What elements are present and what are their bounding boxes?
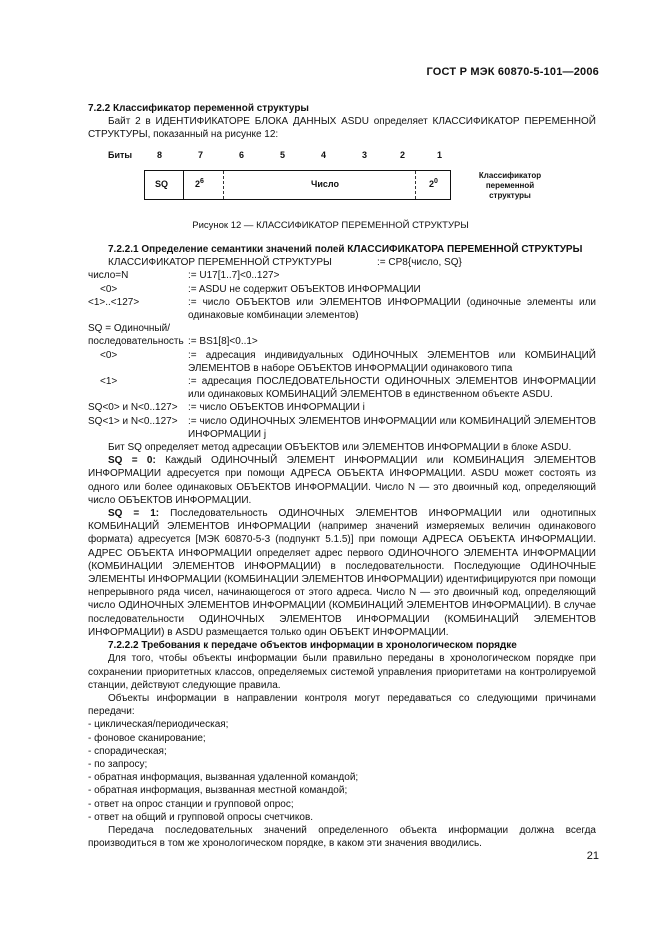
section-7-2-2-2-para1: Для того, чтобы объекты информации были правильно переданы в хронологическом порядке при сохранении приоритетных классов, определяемых системой управления приоритетами на контролируемой станции, действуют следующие правила. <box>88 653 596 691</box>
def-value: := адресация индивидуальных ОДИНОЧНЫХ ЭЛЕМЕНТОВ или КОМБИНАЦИЙ ЭЛЕМЕНТОВ в наборе ОБЪЕКТОВ ИНФОРМАЦИИ одинакового типа <box>188 349 596 374</box>
sq1-para: SQ = 1: Последовательность ОДИНОЧНЫХ ЭЛЕМЕНТОВ ИНФОРМАЦИИ или однотипных КОМБИНАЦИЙ ЭЛЕМЕНТОВ ИНФОРМАЦИИ (например значений измеряемых величин одинакового формата) адресуется [МЭК 60870-5-3 (подпункт 5.1.5)] при помощи АДРЕСА ОБЪЕКТА ИНФОРМАЦИИ. АДРЕС ОБЪЕКТА ИНФОРМАЦИИ определяет адрес первого ОДИНОЧНОГО ЭЛЕМЕНТА ИНФОРМАЦИИ (КОМБИНАЦИИ ЭЛЕМЕНТОВ ИНФОРМАЦИИ) в последовательности. Последующие ОДИНОЧНЫЕ ЭЛЕМЕНТЫ ИНФОРМАЦИИ (КОМБИНАЦИИ ЭЛЕМЕНТОВ ИНФОРМАЦИИ) идентифицируются при помощи непрерывного ряда чисел, начинающегося от этого адреса. Число N — это двоичный код, определяющий число ОДИНОЧНЫХ ЭЛЕМЕНТОВ ИНФОРМАЦИИ (КОМБИНАЦИЙ ЭЛЕМЕНТОВ ИНФОРМАЦИИ). В случае последовательности ОДИНОЧНЫХ ЭЛЕМЕНТОВ ИНФОРМАЦИИ (КОМБИНАЦИЙ ЭЛЕМЕНТОВ ИНФОРМАЦИИ) в ASDU размещается только один ОБЪЕКТ ИНФОРМАЦИИ. <box>88 508 596 638</box>
sq0-para: SQ = 0: Каждый ОДИНОЧНЫЙ ЭЛЕМЕНТ ИНФОРМАЦИИ или КОМБИНАЦИЯ ЭЛЕМЕНТОВ ИНФОРМАЦИИ адресуется при помощи АДРЕСА ОБЪЕКТА ИНФОРМАЦИИ. ASDU может состоять из одного или более одинаковых ОБЪЕКТОВ ИНФОРМАЦИИ. Число N — это двоичный код, определяющий число ОБЪЕКТОВ ИНФОРМАЦИИ. <box>88 455 596 506</box>
section-7-2-2-2-para3: Передача последовательных значений определенного объекта информации должна всегда производиться в том же хронологическом порядке, в каком эти значения вводились. <box>88 824 596 850</box>
sq-bit-para: Бит SQ определяет метод адресации ОБЪЕКТОВ или ЭЛЕМЕНТОВ ИНФОРМАЦИИ в блоке ASDU. <box>108 442 572 454</box>
section-7-2-2-2-heading: 7.2.2.2 Требования к передаче объектов информации в хронологическом порядке <box>108 640 517 652</box>
list-item: - ответ на опрос станции и групповой опрос; <box>88 798 294 810</box>
dashed-divider <box>415 171 416 199</box>
list-item: - циклическая/периодическая; <box>88 719 229 731</box>
pow-left: $2^6$ <box>195 178 204 189</box>
figure-12 <box>108 150 558 212</box>
def-header-line <box>88 256 596 269</box>
def-row <box>88 322 596 335</box>
section-7-2-2-1-heading: 7.2.2.1 Определение семантики значений полей КЛАССИФИКАТОРА ПЕРЕМЕННОЙ СТРУКТУРЫ <box>108 244 583 255</box>
def-row <box>88 283 596 296</box>
bit-8: 8 <box>157 150 163 160</box>
bits-row <box>108 150 558 164</box>
def-term: <0> <box>100 283 118 295</box>
def-value: := адресация ПОСЛЕДОВАТЕЛЬНОСТИ ОДИНОЧНЫХ ЭЛЕМЕНТОВ ИНФОРМАЦИИ или одинаковых КОМБИНАЦИЙ ЭЛЕМЕНТОВ в единственном объекте ASDU. <box>188 376 596 401</box>
def-row <box>88 269 596 282</box>
def-value: := число ОБЪЕКТОВ ИНФОРМАЦИИ i <box>188 402 365 414</box>
list-item: - фоновое сканирование; <box>88 732 206 744</box>
def-term: SQ<0> и N<0..127> <box>88 402 178 414</box>
cause-list <box>88 718 596 824</box>
list-item: - обратная информация, вызванная местной командой; <box>88 785 348 797</box>
qualifier-box <box>144 170 451 200</box>
def-value: := U17[1..7]<0..127> <box>188 270 280 282</box>
list-item: - спорадическая; <box>88 745 167 757</box>
bit-1: 1 <box>437 150 443 160</box>
list-item: - ответ на общий и групповой опросы счетчиков. <box>88 811 314 823</box>
def-row <box>88 335 596 348</box>
def-value: := число ОДИНОЧНЫХ ЭЛЕМЕНТОВ ИНФОРМАЦИИ или КОМБИНАЦИЙ ЭЛЕМЕНТОВ ИНФОРМАЦИИ j <box>188 415 596 440</box>
number-cell: Число <box>311 179 339 189</box>
page-number: 21 <box>586 850 599 862</box>
bit-2: 2 <box>400 150 406 160</box>
standard-header: ГОСТ Р МЭК 60870-5-101—2006 <box>426 66 599 78</box>
section-7-2-2 <box>88 102 596 142</box>
def-term: SQ<1> и N<0..127> <box>88 415 178 427</box>
divider-line <box>183 171 184 199</box>
dashed-divider <box>223 171 224 199</box>
bit-4: 4 <box>321 150 327 160</box>
def-row <box>88 415 596 441</box>
def-header-term: КЛАССИФИКАТОР ПЕРЕМЕННОЙ СТРУКТУРЫ <box>108 257 332 269</box>
def-term: последовательность <box>88 336 184 348</box>
def-header-value: := CP8{число, SQ} <box>377 257 462 269</box>
figure-caption: Рисунок 12 — КЛАССИФИКАТОР ПЕРЕМЕННОЙ СТРУКТУРЫ <box>192 220 469 231</box>
def-term: <1> <box>100 376 118 388</box>
section-7-2-2-2-para2: Объекты информации в направлении контроля могут передаваться со следующими причинами передачи: <box>88 692 596 718</box>
def-value: := число ОБЪЕКТОВ или ЭЛЕМЕНТОВ ИНФОРМАЦИИ (одиночные элементы или одинаковые комбинации элементов) <box>188 296 596 322</box>
def-term: <1>..<127> <box>88 296 140 308</box>
def-row <box>88 349 596 375</box>
def-term: число=N <box>88 270 129 282</box>
sq-cell: SQ <box>155 179 169 189</box>
def-row <box>88 375 596 401</box>
section-7-2-2-heading: 7.2.2 Классификатор переменной структуры <box>88 103 309 114</box>
section-7-2-2-1 <box>88 243 596 850</box>
def-value: := BS1[8]<0..1> <box>188 336 258 348</box>
def-term: <0> <box>100 349 118 361</box>
def-row <box>88 296 596 322</box>
list-item: - по запросу; <box>88 758 148 770</box>
definition-table <box>88 269 596 441</box>
bits-label: Биты <box>108 150 133 160</box>
bit-5: 5 <box>280 150 286 160</box>
bit-7: 7 <box>198 150 204 160</box>
list-item: - обратная информация, вызванная удаленной командой; <box>88 772 359 784</box>
def-row <box>88 401 596 414</box>
section-7-2-2-para: Байт 2 в ИДЕНТИФИКАТОРЕ БЛОКА ДАННЫХ ASDU определяет КЛАССИФИКАТОР ПЕРЕМЕННОЙ СТРУКТУРЫ, показанный на рисунке 12: <box>88 116 596 141</box>
def-term: SQ = Одиночный/ <box>88 323 170 335</box>
bit-6: 6 <box>239 150 245 160</box>
def-value: := ASDU не содержит ОБЪЕКТОВ ИНФОРМАЦИИ <box>188 283 421 295</box>
qualifier-side-label: Классификатор переменной структуры <box>478 171 542 200</box>
bit-3: 3 <box>362 150 368 160</box>
pow-right: $2^0$ <box>429 178 438 189</box>
